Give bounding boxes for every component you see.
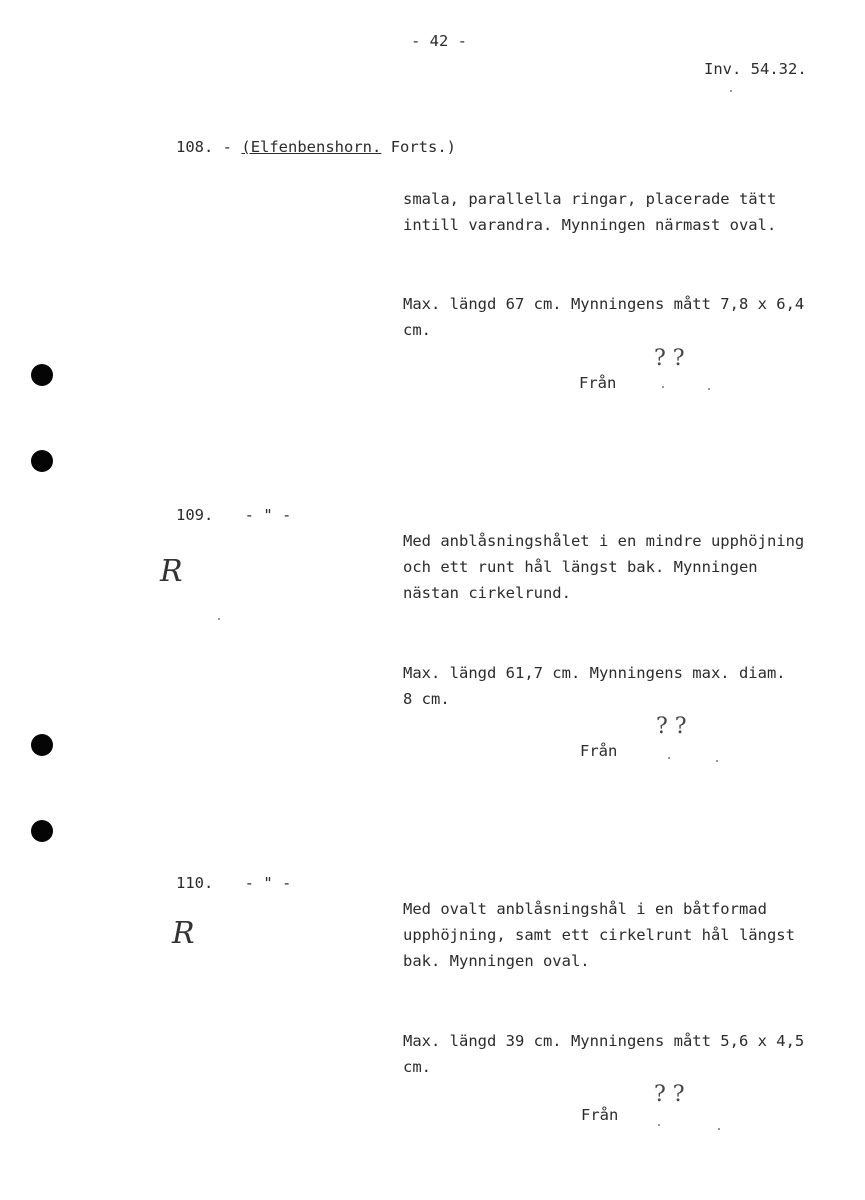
punch-hole xyxy=(31,820,53,842)
entry-109-heading xyxy=(176,502,291,528)
entry-ditto: - " - xyxy=(244,506,292,524)
scan-speck xyxy=(718,1128,720,1130)
entry-number: 110. xyxy=(176,874,214,892)
entry-ditto: - " - xyxy=(244,874,292,892)
scan-speck xyxy=(658,1124,660,1126)
entry-109-from-label: Från xyxy=(580,742,618,760)
entry-108-heading xyxy=(176,134,456,160)
entry-title-suffix: Forts.) xyxy=(390,138,457,156)
scan-speck xyxy=(708,388,710,390)
entry-110-heading xyxy=(176,870,291,896)
entry-108-description: smala, parallella ringar, placerade tätt intill varandra. Mynningen närmast oval. xyxy=(403,190,777,234)
scan-speck xyxy=(218,618,220,620)
inventory-number: Inv. 54.32. xyxy=(704,60,807,78)
punch-hole xyxy=(31,734,53,756)
punch-hole xyxy=(31,450,53,472)
entry-109-handwritten-mark: R xyxy=(160,554,183,589)
entry-110-handwritten-mark: R xyxy=(172,916,195,951)
entry-108-question-marks: ? ? xyxy=(654,346,685,371)
entry-109-question-marks: ? ? xyxy=(656,714,687,739)
entry-110-measurements: Max. längd 39 cm. Mynningens mått 5,6 x 4,5 cm. xyxy=(403,1032,805,1076)
entry-number: 108. xyxy=(176,138,214,156)
page-number: - 42 - xyxy=(411,32,467,50)
scan-speck xyxy=(716,760,718,762)
entry-109-measurements: Max. längd 61,7 cm. Mynningens max. diam. 8 cm. xyxy=(403,664,786,708)
entry-110-question-marks: ? ? xyxy=(654,1082,685,1107)
entry-110-from-label: Från xyxy=(581,1106,619,1124)
entry-109-description: Med anblåsningshålet i en mindre upphöjning och ett runt hål längst bak. Mynningen nästan cirkelrund. xyxy=(403,532,805,602)
entry-108-from-label: Från xyxy=(579,374,617,392)
punch-hole xyxy=(31,364,53,386)
entry-number: 109. xyxy=(176,506,214,524)
scan-speck xyxy=(662,386,664,388)
scan-speck xyxy=(668,757,670,759)
scan-speck xyxy=(730,90,732,92)
entry-title: (Elfenbenshorn. xyxy=(241,138,382,156)
entry-108-measurements: Max. längd 67 cm. Mynningens mått 7,8 x 6,4 cm. xyxy=(403,295,805,339)
entry-dash-separator: - xyxy=(222,138,233,156)
entry-110-description: Med ovalt anblåsningshål i en båtformad upphöjning, samt ett cirkelrunt hål längst bak. Mynningen oval. xyxy=(403,900,795,970)
